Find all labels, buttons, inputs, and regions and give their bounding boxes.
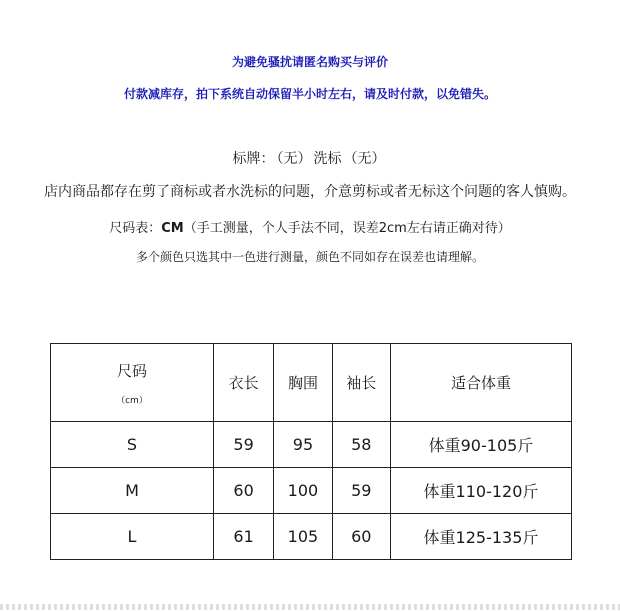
cell-length: 59 [213,422,273,468]
cell-chest: 95 [274,422,332,468]
disclaimer-text: 店内商品都存在剪了商标或者水洗标的问题，介意剪标或者无标这个问题的客人慎购。 [44,184,576,200]
table-header-row [51,344,572,422]
brand-value: （无） [276,151,312,167]
bottom-divider [0,604,620,610]
cell-weight: 体重110-120斤 [390,468,571,514]
header-length: 衣长 [213,344,273,422]
header-chest: 胸围 [274,344,332,422]
brand-line [0,148,620,168]
header-size-label: 尺码 [116,361,147,380]
header-size [51,344,214,422]
cell-size: M [51,468,214,514]
cell-sleeve: 60 [332,514,390,560]
wash-label: 洗标 [313,151,342,167]
brand-label: 标牌： [232,151,275,167]
cell-size: L [51,514,214,560]
cell-weight: 体重90-105斤 [390,422,571,468]
size-note-unit: CM [161,221,184,236]
header-weight: 适合体重 [390,344,571,422]
cell-length: 61 [213,514,273,560]
table-row [51,514,572,560]
size-table [50,343,572,560]
cell-chest: 105 [274,514,332,560]
size-note-detail: （手工测量，个人手法不同，误差2cm左右请正确对待） [183,221,511,236]
table-row [51,468,572,514]
header-size-unit: （cm） [116,395,148,406]
cell-chest: 100 [274,468,332,514]
size-note [0,217,620,236]
color-note: 多个颜色只选其中一色进行测量，颜色不同如存在误差也请理解。 [135,250,484,264]
header-sleeve: 袖长 [332,344,390,422]
size-note-prefix: 尺码表： [109,221,162,236]
table-row [51,422,572,468]
cell-sleeve: 58 [332,422,390,468]
cell-size: S [51,422,214,468]
cell-weight: 体重125-135斤 [390,514,571,560]
wash-value: （无） [343,151,386,167]
cell-sleeve: 59 [332,468,390,514]
notice-payment: 付款减库存，拍下系统自动保留半小时左右，请及时付款，以免错失。 [123,87,496,101]
notice-anonymous: 为避免骚扰请匿名购买与评价 [231,55,388,69]
cell-length: 60 [213,468,273,514]
